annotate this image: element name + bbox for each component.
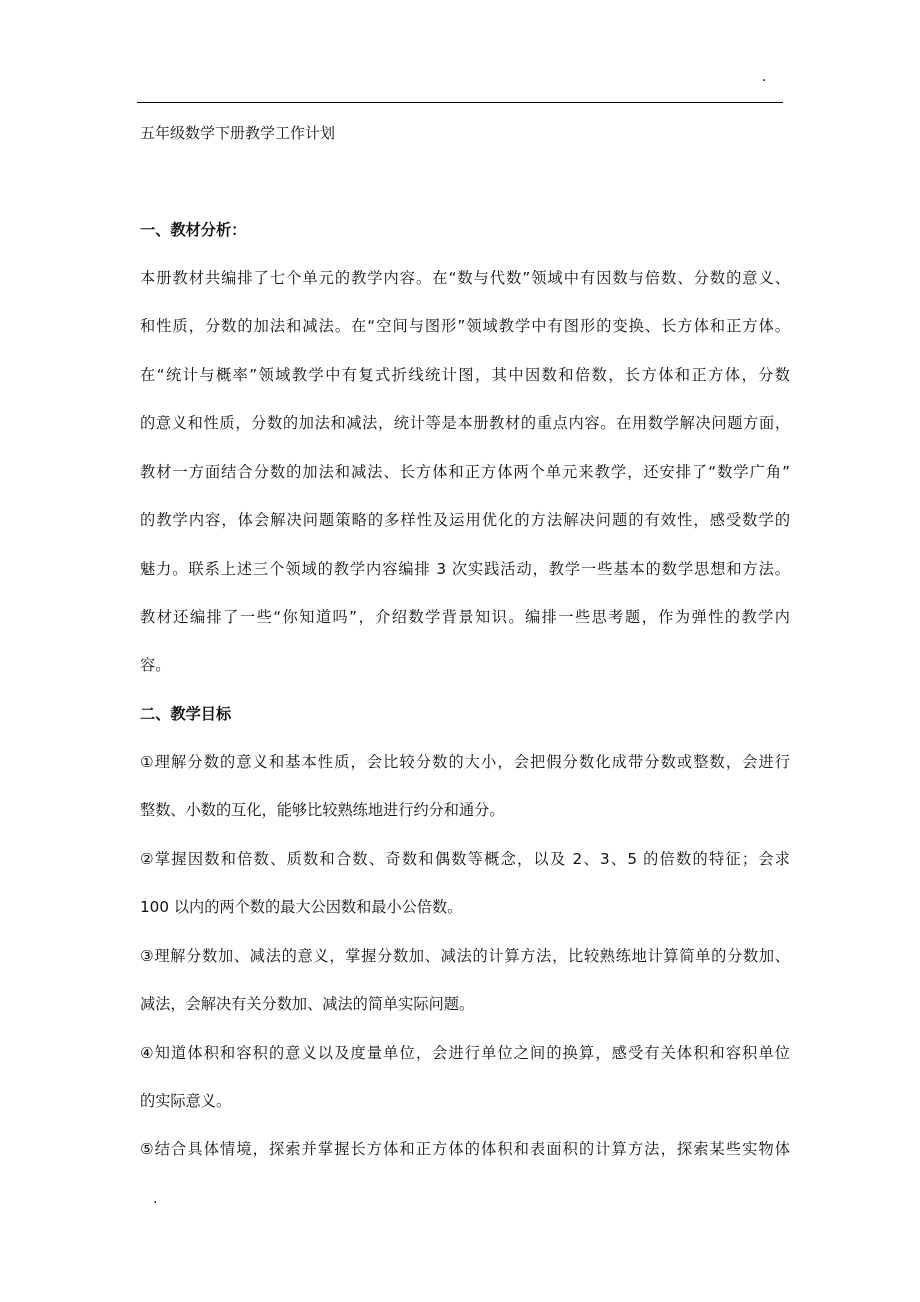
section-1-line: 在“统计与概率”领域教学中有复式折线统计图，其中因数和倍数，长方体和正方体，分数 [140,366,790,384]
objective-line: 减法，会解决有关分数加、减法的简单实际问题。 [140,995,475,1013]
footer-dot: . [153,1191,158,1207]
objective-line: ④知道体积和容积的意义以及度量单位，会进行单位之间的换算，感受有关体积和容积单位 [140,1044,790,1062]
section-1-line: 容。 [140,656,171,674]
section-1-line: 教材一方面结合分数的加法和减法、长方体和正方体两个单元来教学，还安排了“数学广角” [140,463,790,481]
objective-line: ⑤结合具体情境，探索并掌握长方体和正方体的体积和表面积的计算方法，探索某些实物体 [140,1140,790,1158]
section-1-line: 的意义和性质，分数的加法和减法，统计等是本册教材的重点内容。在用数学解决问题方面， [140,414,790,432]
section-1-line: 的教学内容，体会解决问题策略的多样性及运用优化的方法解决问题的有效性，感受数学的 [140,511,790,529]
header-rule [137,102,783,103]
objective-line: 的实际意义。 [140,1092,232,1110]
objective-line: 整数、小数的互化，能够比较熟练地进行约分和通分。 [140,801,505,819]
document-title: 五年级数学下册教学工作计划 [140,124,336,142]
section-1-heading: 一、教材分析： [140,221,247,239]
section-1-line: 本册教材共编排了七个单元的教学内容。在“数与代数”领域中有因数与倍数、分数的意义、 [140,269,790,287]
objective-line: ①理解分数的意义和基本性质，会比较分数的大小，会把假分数化成带分数或整数，会进行 [140,753,790,771]
section-1-line: 教材还编排了一些“你知道吗”，介绍数学背景知识。编排一些思考题，作为弹性的教学内 [140,608,790,626]
section-2-heading: 二、教学目标 [140,705,232,723]
objective-line: ②掌握因数和倍数、质数和合数、奇数和偶数等概念，以及 2、3、5 的倍数的特征；会求 [140,850,790,868]
header-dot: . [762,69,767,85]
section-1-line: 魅力。联系上述三个领域的教学内容编排 3 次实践活动，教学一些基本的数学思想和方法。 [140,560,790,578]
section-1-line: 和性质，分数的加法和减法。在“空间与图形”领域教学中有图形的变换、长方体和正方体。 [140,317,790,335]
objective-line: 100 以内的两个数的最大公因数和最小公倍数。 [140,898,463,916]
objective-line: ③理解分数加、减法的意义，掌握分数加、减法的计算方法，比较熟练地计算简单的分数加、 [140,947,790,965]
